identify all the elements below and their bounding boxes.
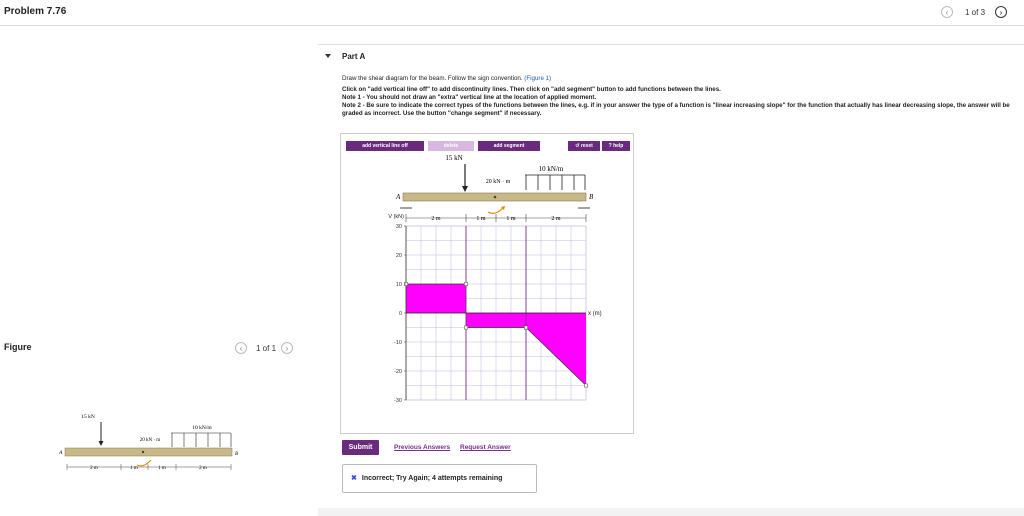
feedback-text: Incorrect; Try Again; 4 attempts remaining (361, 475, 503, 482)
fig-moment-point (142, 451, 144, 453)
x-axis-label: x (m) (588, 311, 602, 317)
shear-plot[interactable] (388, 214, 601, 404)
dim-4: 2 m (551, 216, 561, 222)
y-tick-label: 30 (395, 224, 402, 230)
fig-point-load-label: 15 kN (81, 414, 95, 420)
figure-label: Figure (4, 342, 32, 352)
incorrect-icon: ✖ (351, 475, 357, 482)
y-axis-label: V (kN) (388, 214, 404, 220)
support-a-label: A (396, 193, 401, 201)
dim-1: 2 m (431, 216, 441, 222)
fig-dim-4: 2 m (199, 466, 207, 471)
fig-support-a-label: A (59, 450, 63, 456)
help-label: help (613, 143, 624, 149)
segment-handle[interactable] (524, 326, 527, 329)
fig-dim-3: 1 m (158, 466, 166, 471)
instructions (342, 75, 1012, 118)
shear-segment-fill-2[interactable] (466, 313, 526, 328)
prev-problem-button[interactable]: ‹ (941, 6, 953, 18)
instruction-note1: Note 1 - You should not draw an "extra" vertical line at the location of applied moment. (342, 94, 597, 101)
shear-segment-fill-1[interactable] (406, 284, 466, 313)
reset-label: reset (580, 143, 593, 149)
header-divider (0, 25, 1024, 26)
dist-load-label: 10 kN/m (538, 165, 564, 173)
instruction-note2: Note 2 - Be sure to indicate the correct types of the functions between the lines, e.g. if in your answer the type of a function is "linear increasing slope" for the function that actually has linear decreasing slope, the answer will be graded as incorrect. Use the button "change segment" if necessary. (342, 102, 1010, 117)
figure-pager: 1 of 1 (256, 344, 277, 353)
support-b-label: B (589, 193, 594, 201)
fig-moment-arrow-icon (137, 460, 151, 466)
feedback-box (342, 464, 537, 493)
part-label[interactable]: Part A (342, 52, 366, 61)
fig-dist-load-label: 10 kN/m (192, 425, 212, 431)
fig-point-load-arrowhead (99, 441, 104, 446)
problem-title: Problem 7.76 (4, 6, 67, 17)
next-problem-button[interactable]: › (995, 6, 1007, 18)
fig-support-b-label: B (235, 452, 239, 457)
instruction-text: Draw the shear diagram for the beam. Follow the sign convention. (342, 75, 523, 82)
point-load-arrowhead (462, 186, 468, 192)
problem-pager: 1 of 3 (965, 8, 986, 17)
segment-handle[interactable] (464, 326, 467, 329)
collapse-caret-icon[interactable] (325, 54, 331, 58)
request-answer-link[interactable]: Request Answer (460, 444, 511, 451)
moment-point (494, 196, 497, 199)
dim-3: 1 m (506, 216, 516, 222)
figure-link[interactable]: (Figure 1) (524, 75, 552, 82)
segment-handle[interactable] (584, 384, 587, 387)
y-tick-label: 0 (398, 311, 402, 317)
dim-2: 1 m (476, 216, 486, 222)
add-vertical-line-button[interactable]: add vertical line off (346, 141, 424, 151)
prev-figure-button[interactable]: ‹ (235, 342, 247, 354)
next-figure-button[interactable]: › (281, 342, 293, 354)
shear-diagram[interactable] (340, 150, 634, 410)
moment-label: 20 kN · m (485, 179, 511, 185)
delete-button[interactable]: delete (428, 141, 474, 151)
previous-answers-link[interactable]: Previous Answers (394, 444, 451, 451)
point-load-label: 15 kN (445, 154, 463, 162)
fig-dim-2: 1 m (130, 466, 138, 471)
y-tick-label: 10 (395, 282, 402, 288)
part-divider (318, 44, 1024, 45)
fig-dim-1: 2 m (90, 466, 98, 471)
bottom-bar (318, 508, 1024, 516)
y-tick-label: 20 (395, 253, 402, 259)
segment-handle[interactable] (464, 282, 467, 285)
fig-beam (65, 448, 232, 456)
figure-image (55, 410, 245, 480)
submit-button[interactable]: Submit (342, 440, 379, 455)
moment-arrow-icon (488, 208, 503, 213)
instruction-line2: Click on "add vertical line off" to add discontinuity lines. Then click on "add segment" button to add functions between the lines. (342, 86, 721, 93)
fig-moment-label: 20 kN · m (139, 438, 161, 443)
dist-load-arrows (526, 175, 585, 190)
fig-dist-load-arrows (172, 433, 231, 447)
reset-icon: ↺ (575, 143, 580, 149)
add-segment-button[interactable]: add segment (478, 141, 540, 151)
y-tick-label: -20 (394, 369, 402, 375)
y-tick-label: -30 (394, 398, 402, 404)
y-tick-label: -10 (394, 340, 402, 346)
help-icon: ? (608, 143, 612, 149)
